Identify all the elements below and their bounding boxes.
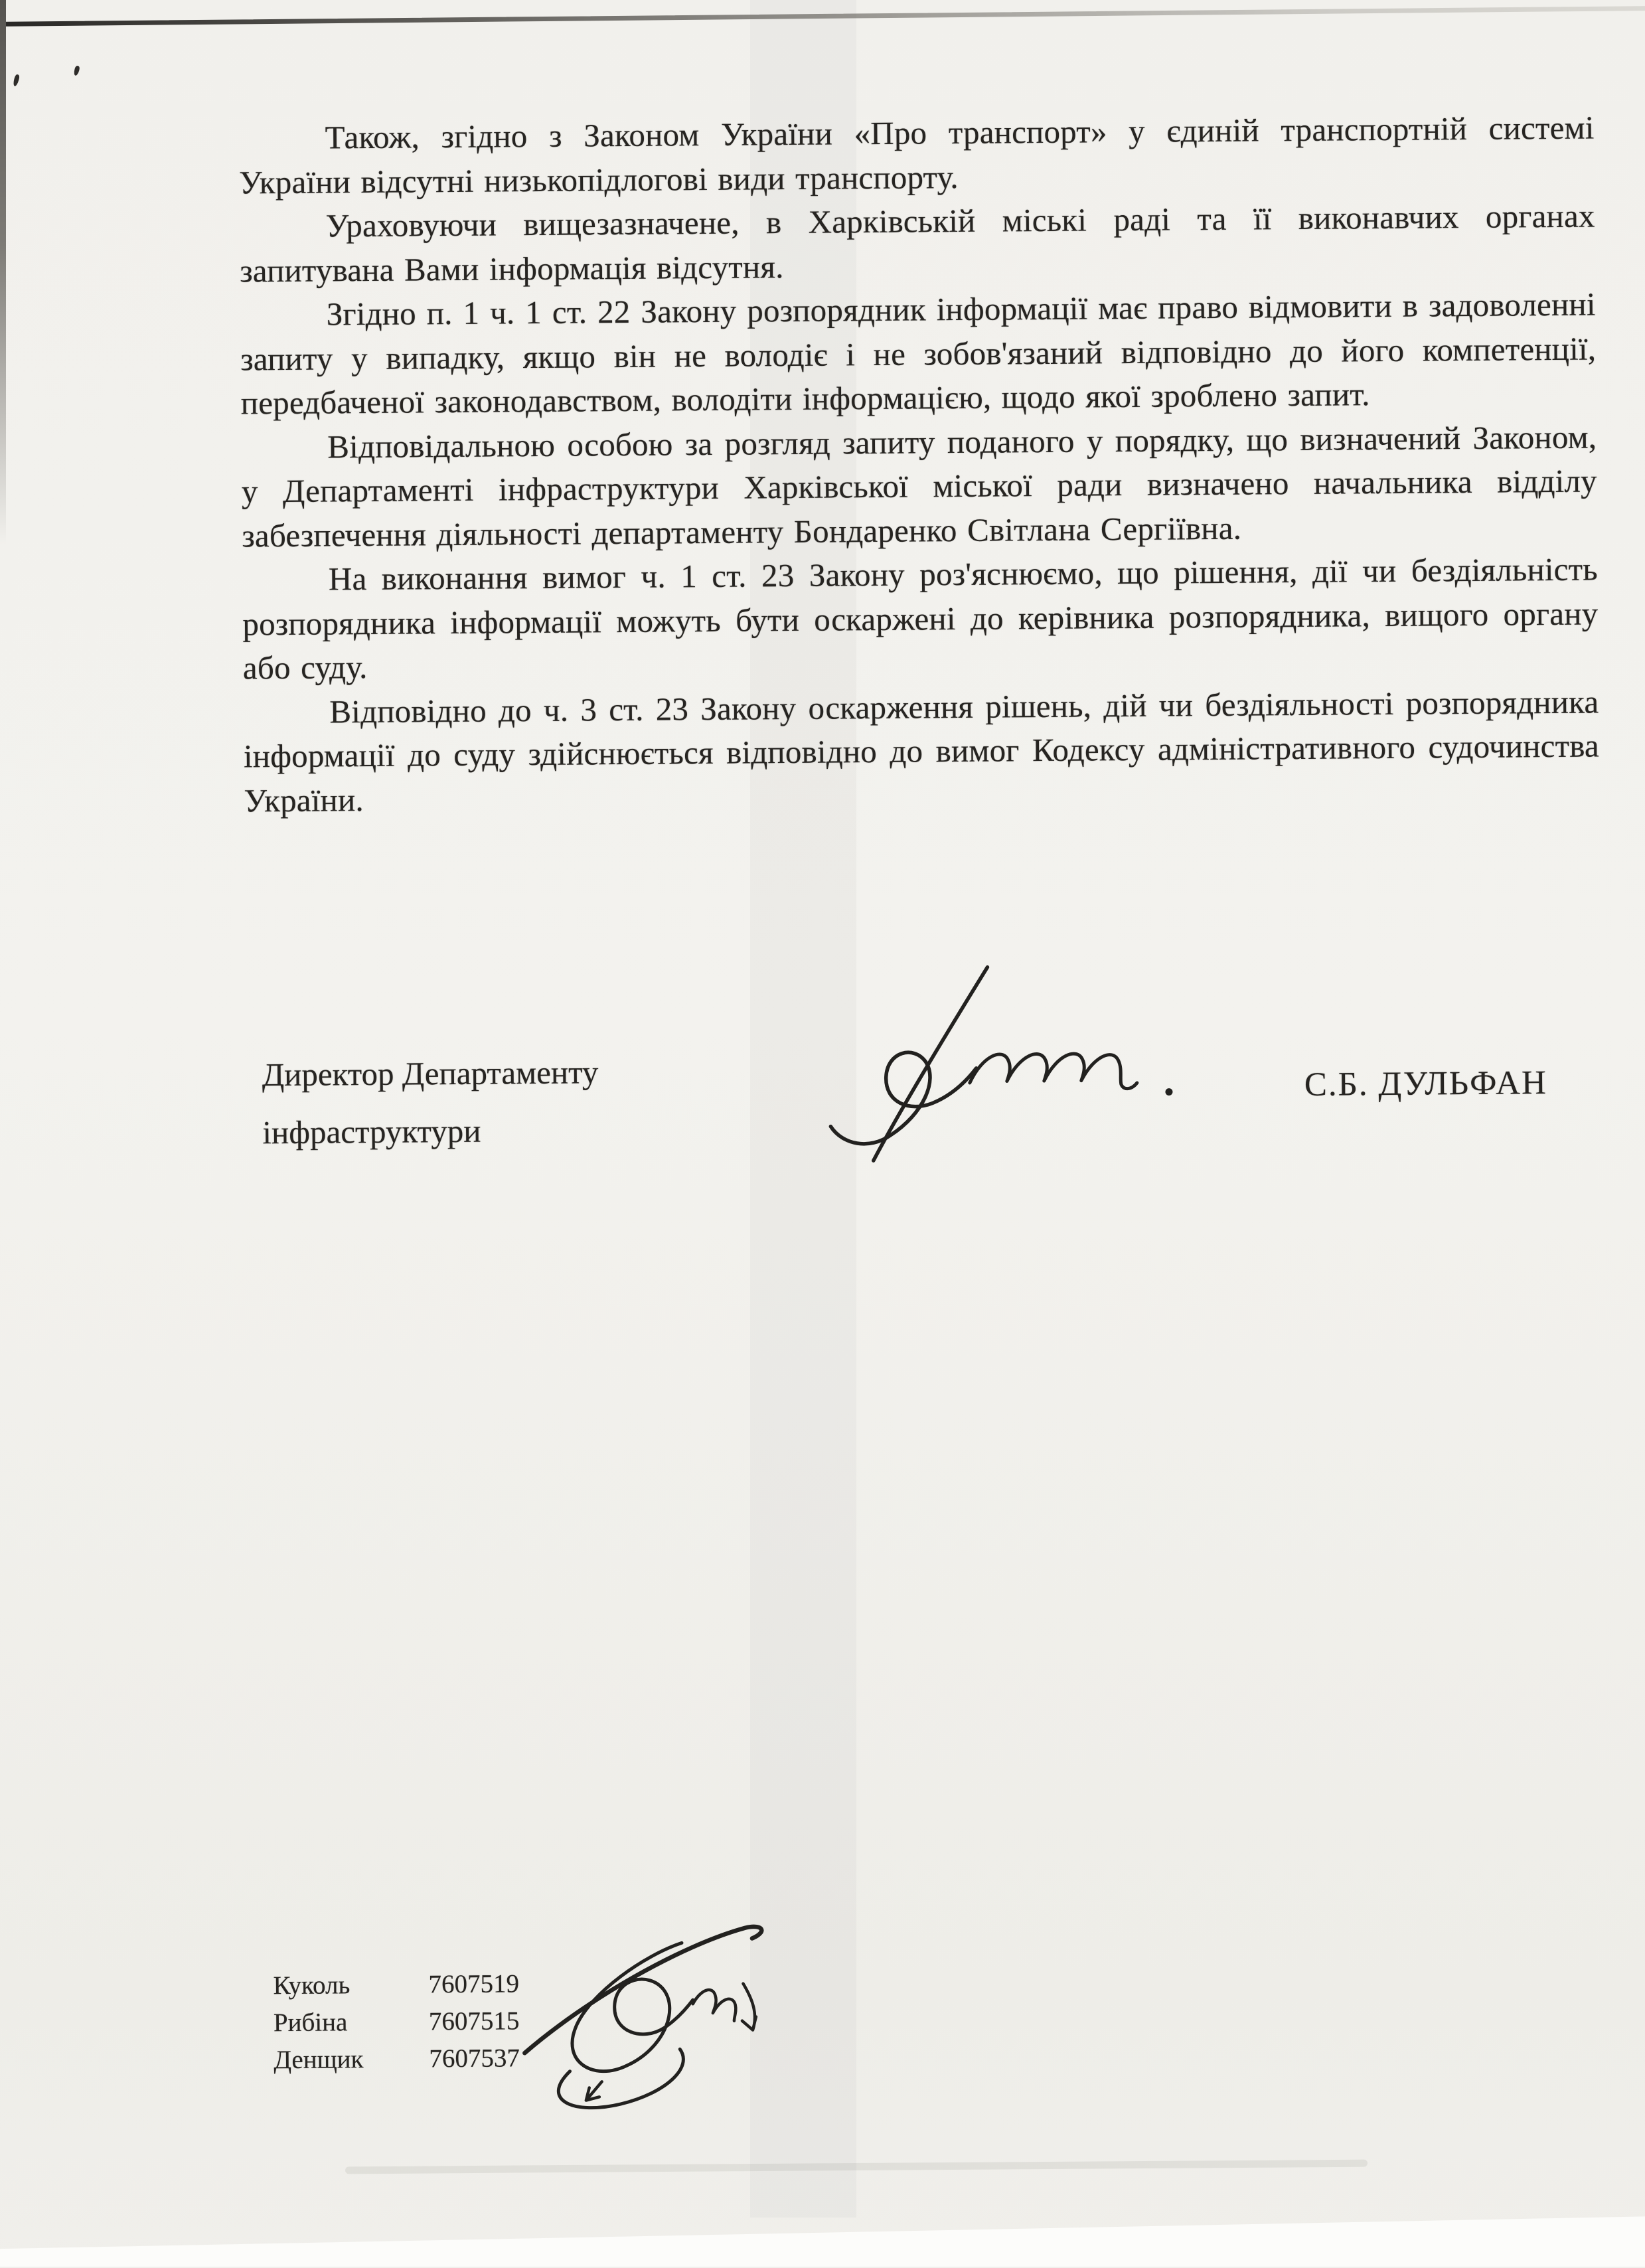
scan-left-edge-artifact [0, 0, 6, 544]
footer-signature-ink [445, 1898, 792, 2120]
signer-position-title [262, 1043, 599, 1161]
paragraph-info-absent: Ураховуючи вищезазначене, в Харківській міські раді та її виконавчих органах запитувана Вами інформація відсутня. [239, 197, 1595, 289]
contact-name: Денщик [274, 2045, 364, 2075]
contact-name: Рибіна [273, 2008, 348, 2038]
signer-title-line1: Директор Департаменту [262, 1054, 599, 1094]
letter-body [238, 106, 1599, 823]
paragraph-responsible-person: Відповідальною особою за розгляд запиту поданого у порядку, що визначений Законом, у Департаменті інфраструктури Харківської міської ради визначено начальника відділу забезпечення діяльності департаменту Бондаренко Світлана Сергіївна. [241, 418, 1597, 554]
paragraph-art22-refusal: Згідно п. 1 ч. 1 ст. 22 Закону розпорядник інформації має право відмовити в задоволенні запиту у випадку, якщо він не володіє і не зобов'язаний відповідно до його компетенції, передбаченої законодавством, володіти інформацією, щодо якої зроблено запит. [240, 285, 1597, 422]
contact-phone: 7607537 [429, 2044, 520, 2073]
paragraph-art23-court: Відповідно до ч. 3 ст. 23 Закону оскарження рішень, дій чи бездіяльності розпорядника інформації до суду здійснюється відповідно до вимог Кодексу адміністративного судочинства України. [243, 683, 1600, 819]
contact-name: Куколь [273, 1971, 351, 2000]
contact-phone: 7607515 [428, 2006, 520, 2036]
contact-phone: 7607519 [428, 1969, 520, 1999]
paragraph-art23-appeal: На виконання вимог ч. 1 ст. 23 Закону роз'яснюємо, що рішення, дії чи бездіяльність розпорядника інформації можуть бути оскаржені до керівника розпорядника, вищого органу або суду. [242, 550, 1599, 687]
signer-title-line2: інфраструктури [262, 1112, 481, 1151]
paragraph-transport-law: Також, згідно з Законом України «Про транспорт» у єдиній транспортній системі України відсутні низькопідлогові види транспорту. [238, 109, 1595, 201]
director-signature-ink [803, 952, 1243, 1174]
signer-name: С.Б. ДУЛЬФАН [1304, 1064, 1548, 1103]
